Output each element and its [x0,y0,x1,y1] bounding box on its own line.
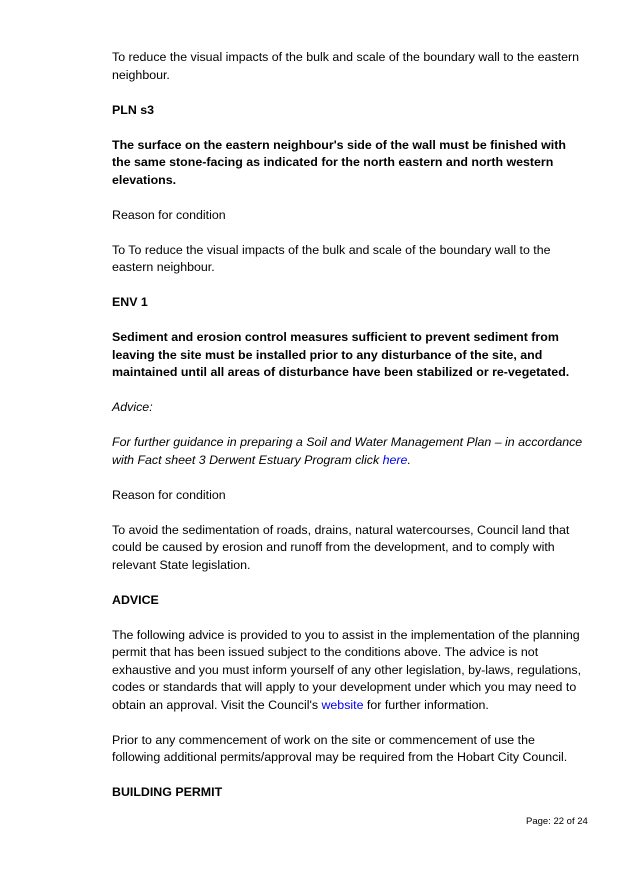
condition-text: Sediment and erosion control measures sufficient to prevent sediment from leaving the site must be installed prior to any disturbance of the site, and maintained until all areas of disturbance have been stabilized or re-vegetated. [112,330,570,379]
section-heading: BUILDING PERMIT [112,785,223,799]
page-number: Page: 22 of 24 [526,816,588,827]
reason-label: Reason for condition [112,487,226,502]
advice-text: For further guidance in preparing a Soil and Water Management Plan – in accordance with Fact sheet 3 Derwent Estuary Program click [112,435,583,467]
reason-paragraph: To avoid the sedimentation of roads, drains, natural watercourses, Council land that could be caused by erosion and runoff from the development, and to comply with relevant State legislation. [112,522,570,572]
section-heading: ADVICE [112,592,159,607]
condition-text: The surface on the eastern neighbour's side of the wall must be finished with the same stone-facing as indicated for the north eastern and north western elevations. [112,137,566,187]
advice-body-text: The following advice is provided to you to assist in the implementation of the planning permit that has been issued subject to the conditions above. The advice is not exhaustive and you must inform yourself of any other legislation, by-laws, regulations, codes or standards that will apply to your development under which you may need to obtain an approval. Visit the Council's [112,627,582,712]
advice-paragraph [112,434,584,469]
website-link[interactable]: website [321,697,364,712]
advice-end: . [407,452,411,467]
document-body [112,49,584,819]
reason-label: Reason for condition [112,207,226,222]
reason-paragraph: To To reduce the visual impacts of the bulk and scale of the boundary wall to the eastern neighbour. [112,242,551,274]
condition-heading: ENV 1 [112,295,148,309]
advice-body-end: for further information. [363,697,489,712]
permits-paragraph: Prior to any commencement of work on the site or commencement of use the following additional permits/approval may be required from the Hobart City Council. [112,732,568,764]
condition-heading: PLN s3 [112,102,155,117]
here-link[interactable]: here [382,452,408,467]
advice-body-paragraph [112,627,584,715]
reason-paragraph: To reduce the visual impacts of the bulk and scale of the boundary wall to the eastern neighbour. [112,50,579,82]
advice-label: Advice: [112,400,153,414]
